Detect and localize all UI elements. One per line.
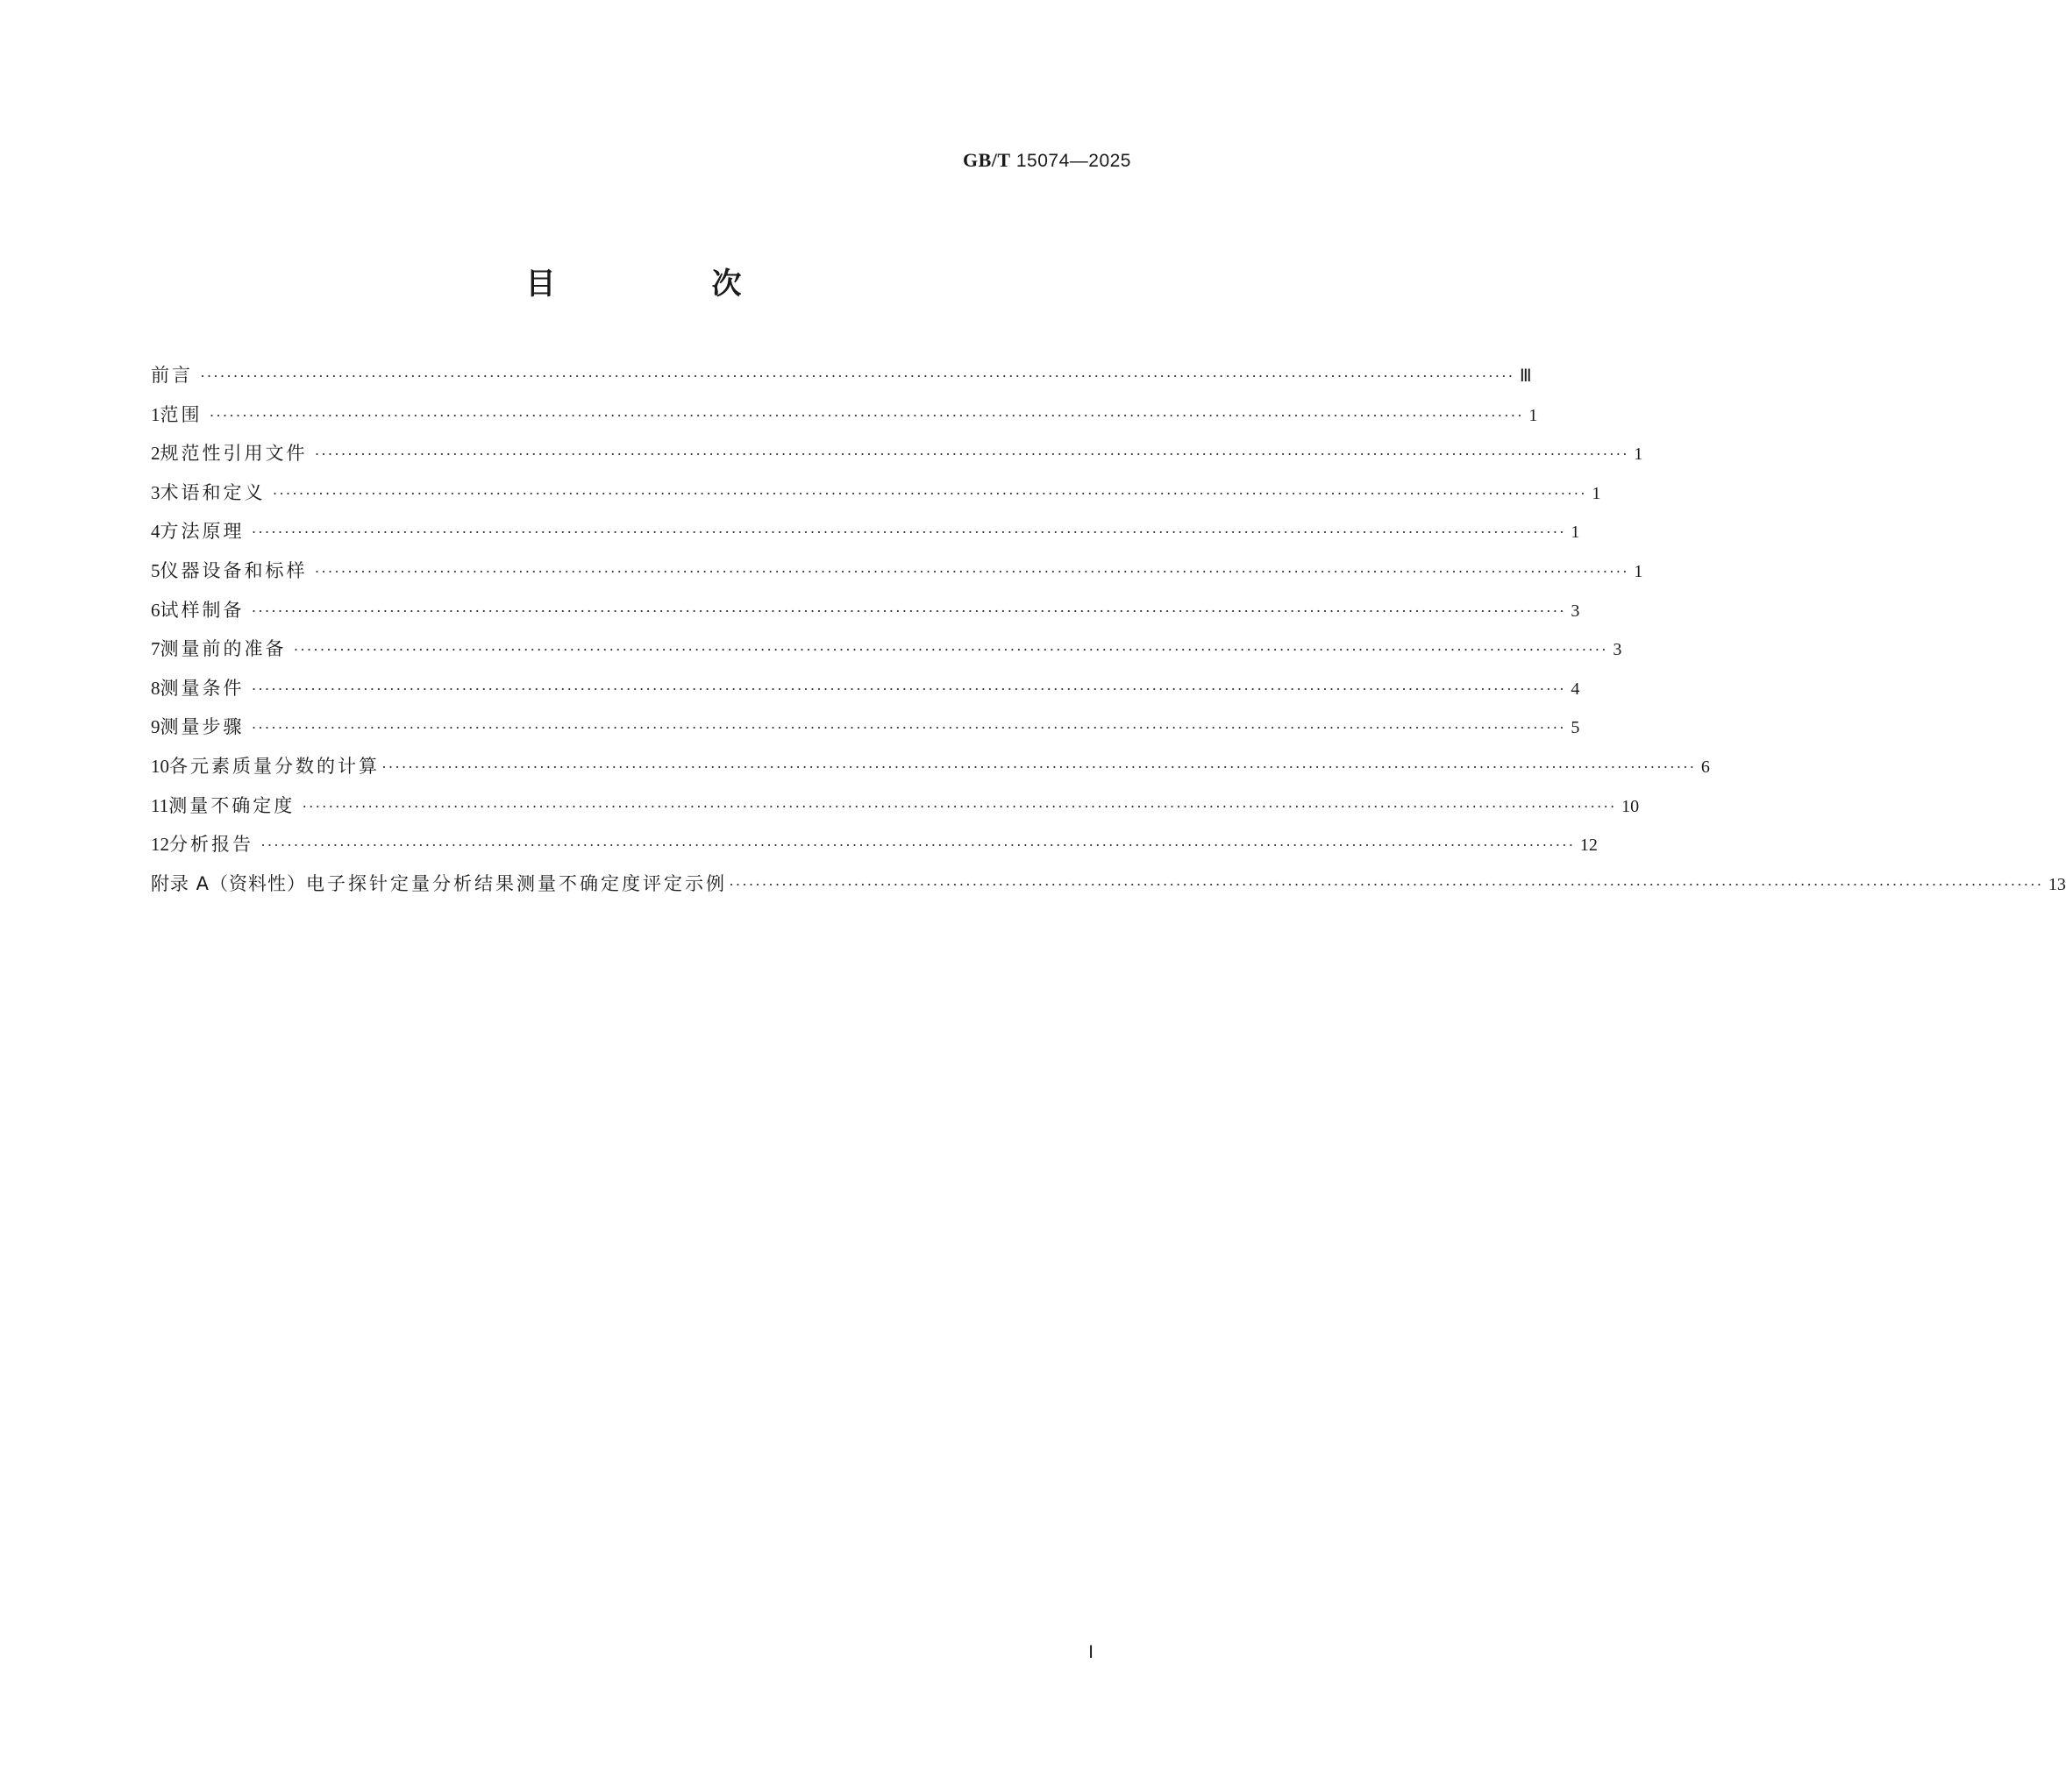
toc-entry-number: 8 [151, 677, 160, 699]
toc-entry-12[interactable] [151, 830, 1598, 870]
toc-entry-title: 测量不确定度 [168, 794, 296, 816]
toc-entry-2[interactable] [151, 439, 1643, 479]
toc-entry-title: 分析报告 [169, 834, 253, 856]
toc-entry-page: 5 [1571, 718, 1580, 738]
table-of-contents [151, 361, 2066, 908]
standard-code-number: 15074—2025 [1015, 151, 1131, 171]
toc-dot-leader: ········································································································································································································ [251, 679, 1566, 698]
page-title: 目 次 [525, 267, 805, 302]
toc-entry-number: 11 [151, 794, 169, 816]
toc-dot-leader: ········································································································································································································ [272, 484, 1587, 502]
toc-entry-title: 测量前的准备 [160, 638, 287, 660]
toc-entry-title: 测量条件 [160, 677, 245, 699]
toc-dot-leader: ········································································································································································································ [729, 875, 2043, 893]
toc-entry-number: 4 [151, 521, 160, 543]
toc-entry-annex-a[interactable] [151, 870, 2066, 909]
toc-entry-page: 1 [1528, 405, 1538, 425]
toc-entry-9[interactable] [151, 713, 1580, 752]
toc-dot-leader: ········································································································································································································ [314, 445, 1629, 464]
toc-entry-number: 2 [151, 443, 160, 465]
toc-entry-page: 4 [1571, 679, 1580, 699]
toc-entry-5[interactable] [151, 557, 1643, 596]
toc-entry-page: 12 [1579, 836, 1598, 856]
toc-entry-8[interactable] [151, 674, 1580, 714]
toc-entry-page: 1 [1592, 483, 1601, 503]
toc-entry-page: 1 [1571, 523, 1580, 543]
toc-entry-title: 术语和定义 [160, 481, 266, 503]
toc-dot-leader: ········································································································································································································ [251, 523, 1566, 542]
toc-entry-number: 1 [151, 403, 160, 425]
toc-entry-title: 范围 [160, 403, 203, 425]
toc-dot-leader: ········································································································································································································ [200, 367, 1514, 385]
toc-entry-page: 3 [1613, 640, 1622, 660]
toc-dot-leader: ········································································································································································································ [260, 836, 1575, 855]
toc-entry-10[interactable] [151, 752, 1710, 792]
toc-dot-leader: ········································································································································································································ [293, 641, 1608, 659]
toc-entry-page: 1 [1634, 444, 1643, 465]
toc-dot-leader: ········································································································································································································ [209, 406, 1524, 424]
toc-entry-6[interactable] [151, 596, 1580, 636]
toc-entry-title: 方法原理 [160, 521, 245, 543]
toc-entry-title: 各元素质量分数的计算 [169, 755, 380, 777]
toc-entry-page: 3 [1571, 601, 1580, 621]
toc-entry-title: 测量步骤 [160, 716, 245, 738]
toc-dot-leader: ········································································································································································································ [314, 562, 1629, 580]
toc-entry-number: 9 [151, 716, 160, 738]
toc-entry-foreword[interactable] [151, 361, 1532, 401]
toc-entry-4[interactable] [151, 517, 1580, 557]
toc-dot-leader: ········································································································································································································ [251, 601, 1566, 620]
standard-code-prefix: GB/T [962, 149, 1011, 171]
toc-entry-page: 10 [1621, 796, 1640, 816]
toc-entry-1[interactable] [151, 401, 1538, 440]
toc-entry-number: 12 [151, 834, 169, 856]
toc-entry-number: 10 [151, 755, 169, 777]
toc-entry-page: 13 [2048, 874, 2066, 894]
toc-entry-number: 6 [151, 599, 160, 621]
toc-entry-title: 试样制备 [160, 599, 245, 621]
toc-entry-page: 1 [1634, 561, 1643, 581]
toc-entry-7[interactable] [151, 635, 1622, 674]
toc-dot-leader: ········································································································································································································ [302, 797, 1617, 815]
toc-entry-title: 规范性引用文件 [160, 443, 308, 465]
toc-dot-leader: ········································································································································································································ [381, 757, 1696, 776]
toc-entry-page: 6 [1700, 757, 1710, 777]
toc-entry-number: 5 [151, 559, 160, 581]
page-number: Ⅰ [1088, 1643, 1094, 1662]
toc-dot-leader: ········································································································································································································ [251, 719, 1566, 737]
toc-entry-number: 7 [151, 638, 160, 660]
toc-entry-page: Ⅲ [1519, 366, 1532, 386]
toc-entry-title: 前言 [151, 365, 193, 386]
toc-entry-title: 电子探针定量分析结果测量不确定度评定示例 [306, 872, 728, 894]
toc-entry-11[interactable] [151, 792, 1640, 831]
toc-entry-title: 仪器设备和标样 [160, 559, 308, 581]
standard-code [963, 149, 1131, 172]
toc-entry-3[interactable] [151, 479, 1601, 518]
toc-entry-number: 附录 A（资料性） [151, 872, 307, 894]
toc-entry-number: 3 [151, 481, 160, 503]
